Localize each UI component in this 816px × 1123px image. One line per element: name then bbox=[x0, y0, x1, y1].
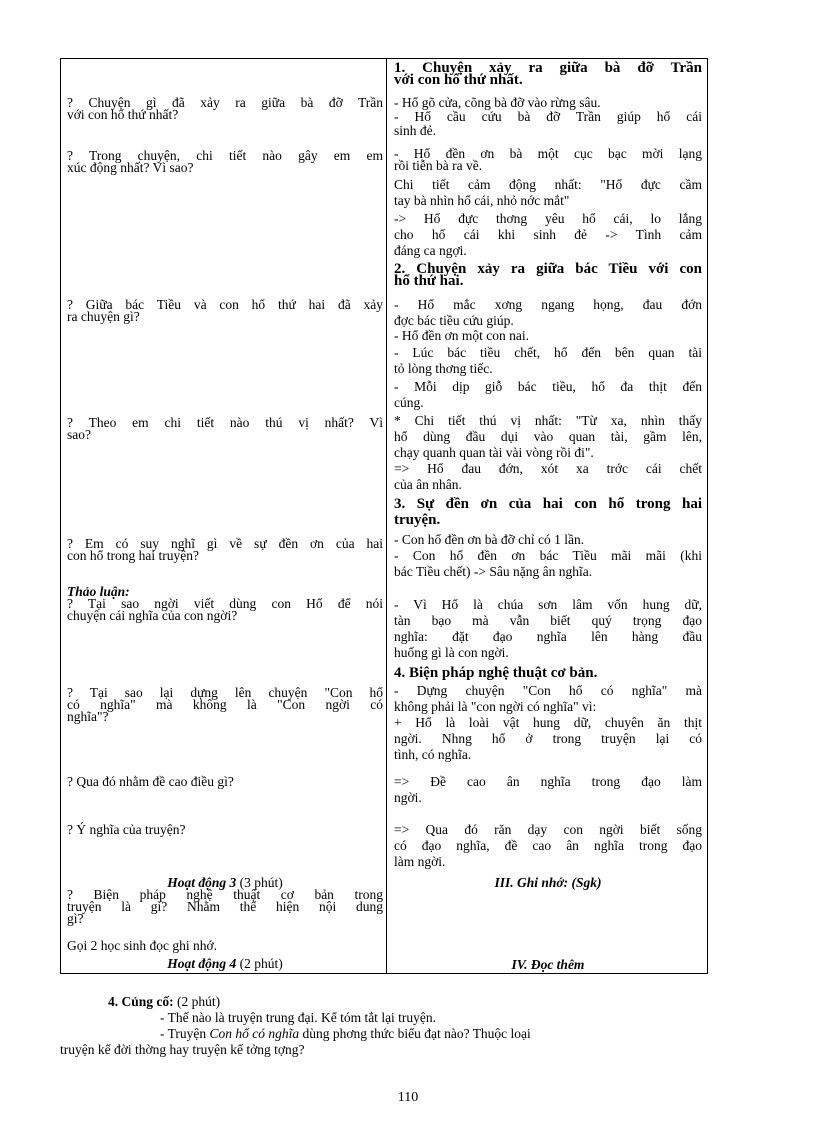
question-10: ? Biện pháp nghệ thuật cơ bản trong bbox=[67, 887, 383, 902]
answer-1-line5: rồi tiễn bà ra về. bbox=[394, 158, 483, 173]
question-10-line2: truyện là gì? Nhằm thể hiện nội dung bbox=[67, 899, 383, 914]
answer-7-line2: ngời. bbox=[394, 790, 422, 805]
question-4-line2: sao? bbox=[67, 427, 91, 442]
answer-1-line2: - Hổ cầu cứu bà đỡ Trần giúp hổ cái bbox=[394, 109, 702, 124]
answer-5-line2: tàn bạo mà vẫn biết quý trọng đạo bbox=[394, 613, 702, 628]
answer-6-line1: - Dựng chuyện "Con hổ có nghĩa" mà bbox=[394, 683, 702, 698]
answer-1-line3: sinh đẻ. bbox=[394, 123, 436, 138]
question-7-line3: nghĩa"? bbox=[67, 709, 109, 724]
consolidation-title: 4. Củng cố: bbox=[108, 994, 174, 1009]
answer-4-line2: - Con hổ đền ơn bác Tiều mãi mãi (khi bbox=[394, 548, 702, 563]
question-9: ? Ý nghĩa của truyện? bbox=[67, 822, 186, 837]
answer-7-line1: => Đề cao ân nghĩa trong đạo làm bbox=[394, 774, 702, 789]
answer-2-line4: - Lúc bác tiều chết, hổ đến bên quan tài bbox=[394, 345, 702, 360]
answer-8-line2: có đạo nghĩa, đề cao ân nghĩa trong đạo bbox=[394, 838, 702, 853]
section-3-heading-line2: truyện. bbox=[394, 512, 441, 528]
consolidation-time: (2 phút) bbox=[173, 994, 221, 1009]
question-2: ? Trong chuyện, chi tiết nào gây em em bbox=[67, 148, 383, 163]
consolidation-line-2-start: - Truyện bbox=[160, 1026, 210, 1041]
answer-4-line3: bác Tiều chết) -> Sâu nặng ân nghĩa. bbox=[394, 564, 593, 579]
question-11: Gọi 2 học sinh đọc ghi nhớ. bbox=[67, 938, 218, 953]
answer-2-line3: - Hổ đền ơn một con nai. bbox=[394, 328, 529, 343]
question-8: ? Qua đó nhằm đề cao điều gì? bbox=[67, 774, 234, 789]
question-4: ? Theo em chi tiết nào thú vị nhất? Vì bbox=[67, 415, 383, 430]
question-1-line2: với con hổ thứ nhất? bbox=[67, 107, 179, 122]
section-iv-heading: IV. Đọc thêm bbox=[511, 957, 585, 972]
question-6-line2: chuyện cái nghĩa của con ngời? bbox=[67, 608, 238, 623]
discussion-label: Thảo luận: bbox=[67, 584, 130, 599]
question-5-line2: con hổ trong hai truyện? bbox=[67, 548, 199, 563]
consolidation-line-1: - Thế nào là truyện trung đại. Kể tóm tắt lại truyện. bbox=[160, 1010, 437, 1025]
consolidation-heading bbox=[108, 996, 220, 1008]
answer-3-line4: => Hổ đau đớn, xót xa trớc cái chết bbox=[394, 461, 702, 476]
section-iii-heading: III. Ghi nhớ: (Sgk) bbox=[494, 875, 602, 890]
answer-3-line3: chạy quanh quan tài vài vòng rồi đi". bbox=[394, 445, 594, 460]
section-1-heading-line2: với con hổ thứ nhất. bbox=[394, 72, 523, 88]
consolidation-line-3: truyện kể đời thờng hay truyện kể tởng tợng? bbox=[60, 1042, 305, 1057]
question-10-line3: gì? bbox=[67, 911, 84, 926]
answer-8-line1: => Qua đó răn dạy con ngời biết sống bbox=[394, 822, 702, 837]
activity-4-time: (2 phút) bbox=[236, 956, 283, 971]
answer-1-line7: tay bà nhìn hổ cái, nhỏ nớc mắt" bbox=[394, 193, 570, 208]
answer-1-line9: cho hổ cái khi sinh đẻ -> Tình cảm bbox=[394, 227, 702, 242]
answer-6-line5: tình, có nghĩa. bbox=[394, 747, 472, 762]
activity-3-title: Hoạt động 3 bbox=[167, 875, 237, 890]
answer-5-line3: nghĩa: đặt đạo nghĩa lên hàng đầu bbox=[394, 629, 702, 644]
question-3: ? Giữa bác Tiều và con hổ thứ hai đã xảy bbox=[67, 297, 383, 312]
answer-2-line6: - Mỗi dịp giỗ bác tiều, hổ đa thịt đến bbox=[394, 379, 702, 394]
answer-8-line3: làm ngời. bbox=[394, 854, 446, 869]
answer-3-line1: * Chi tiết thú vị nhất: "Từ xa, nhìn thấy bbox=[394, 413, 702, 428]
section-2-heading: 2. Chuyện xảy ra giữa bác Tiều với con bbox=[394, 261, 702, 277]
answer-1-line1: - Hổ gõ cửa, cõng bà đỡ vào rừng sâu. bbox=[394, 95, 601, 110]
consolidation-line-2 bbox=[160, 1028, 531, 1040]
answer-2-line5: tỏ lòng thơng tiếc. bbox=[394, 361, 493, 376]
consolidation-line-2-end: dùng phơng thức biểu đạt nào? Thuộc loại bbox=[299, 1026, 531, 1041]
question-6: ? Tại sao ngời viết dùng con Hổ để nói bbox=[67, 596, 383, 611]
section-1-heading: 1. Chuyện xảy ra giữa bà đỡ Trần bbox=[394, 60, 702, 76]
answer-1-line6: Chi tiết cảm động nhất: "Hổ đực cầm bbox=[394, 177, 702, 192]
answer-3-line2: hổ dùng đầu dụi vào quan tài, gầm lên, bbox=[394, 429, 702, 444]
column-divider bbox=[386, 59, 387, 973]
answer-2-line1: - Hổ mắc xơng ngang họng, đau đớn bbox=[394, 297, 702, 312]
section-2-heading-line2: hổ thứ hai. bbox=[394, 273, 464, 289]
activity-4-heading bbox=[67, 958, 383, 970]
answer-5-line1: - Vì Hổ là chúa sơn lâm vốn hung dữ, bbox=[394, 597, 702, 612]
question-7-line2: có nghĩa" mà không là "Con ngời có bbox=[67, 697, 383, 712]
activity-3-time: (3 phút) bbox=[236, 875, 283, 890]
lesson-table bbox=[60, 58, 708, 974]
question-3-line2: ra chuyện gì? bbox=[67, 309, 140, 324]
answer-2-line2: đợc bác tiều cứu giúp. bbox=[394, 313, 514, 328]
answer-6-line4: ngời. Nhng hổ ở trong truyện lại có bbox=[394, 731, 702, 746]
question-7: ? Tại sao lại dựng lên chuyện "Con hổ bbox=[67, 685, 383, 700]
answer-1-line8: -> Hổ đực thơng yêu hổ cái, lo lắng bbox=[394, 211, 702, 226]
answer-1-line10: đáng ca ngợi. bbox=[394, 243, 467, 258]
answer-5-line4: huống gì là con ngời. bbox=[394, 645, 509, 660]
question-2-line2: xúc động nhất? Vì sao? bbox=[67, 160, 194, 175]
page-number: 110 bbox=[397, 1090, 419, 1105]
answer-4-line1: - Con hổ đền ơn bà đỡ chỉ có 1 lần. bbox=[394, 532, 585, 547]
question-1: ? Chuyện gì đã xảy ra giữa bà đỡ Trần bbox=[67, 95, 383, 110]
section-4-heading: 4. Biện pháp nghệ thuật cơ bản. bbox=[394, 665, 598, 681]
answer-2-line7: cúng. bbox=[394, 395, 424, 410]
answer-6-line3: + Hổ là loài vật hung dữ, chuyên ăn thịt bbox=[394, 715, 702, 730]
answer-3-line5: của ân nhân. bbox=[394, 477, 462, 492]
answer-6-line2: không phải là "con ngời có nghĩa" vì: bbox=[394, 699, 597, 714]
section-3-heading: 3. Sự đền ơn của hai con hổ trong hai bbox=[394, 496, 702, 512]
question-5: ? Em có suy nghĩ gì về sự đền ơn của hai bbox=[67, 536, 383, 551]
story-title-italic: Con hổ có nghĩa bbox=[209, 1026, 300, 1041]
answer-1-line4: - Hổ đền ơn bà một cục bạc mời lạng bbox=[394, 146, 702, 161]
activity-4-title: Hoạt động 4 bbox=[167, 956, 237, 971]
